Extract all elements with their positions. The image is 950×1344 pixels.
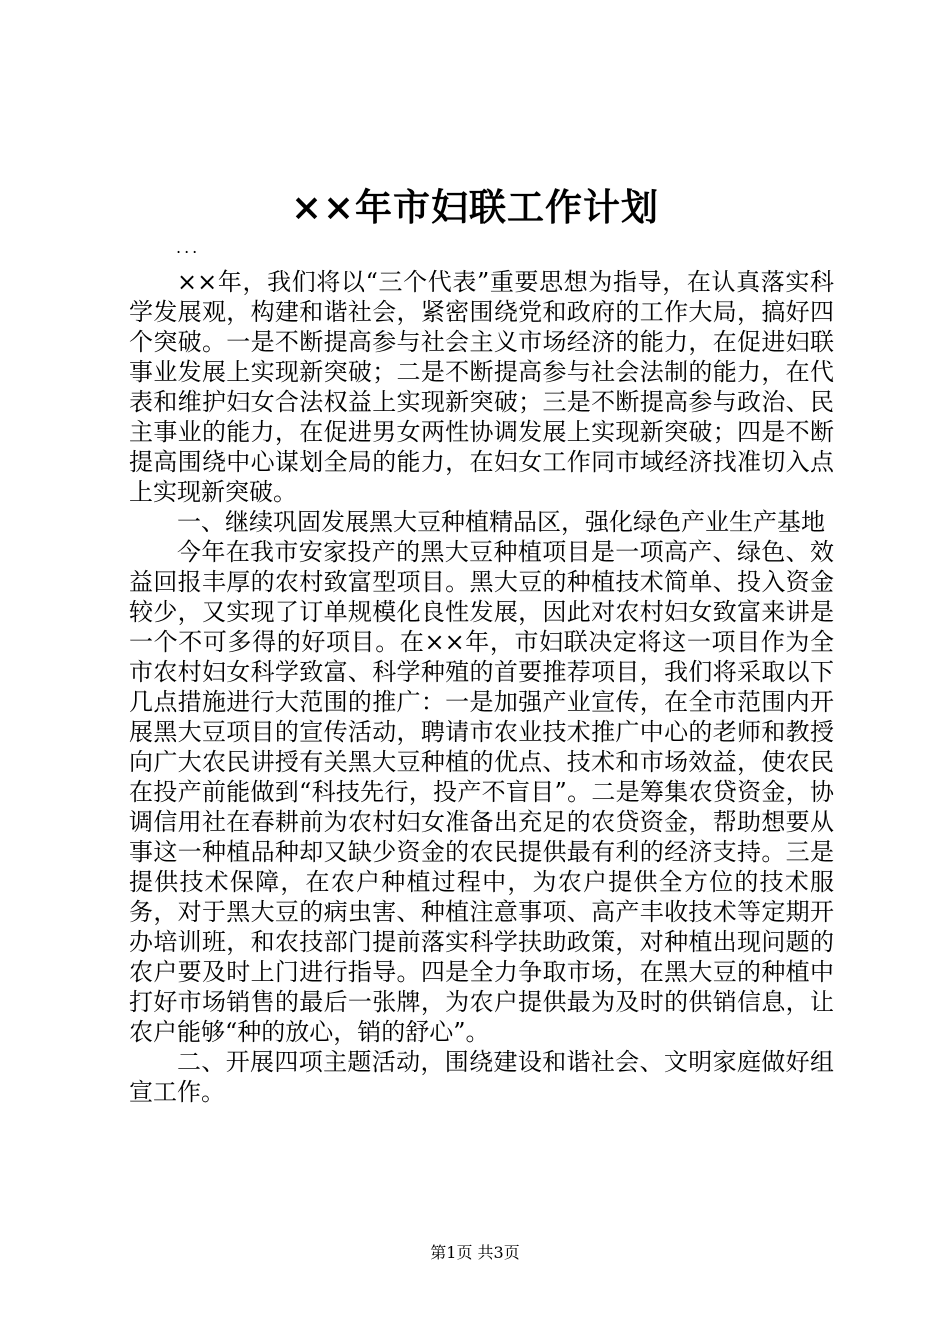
document-body [129, 267, 834, 1107]
section-heading-1: 一、继续巩固发展黑大豆种植精品区，强化绿色产业生产基地 [177, 508, 825, 536]
ellipsis-mark: ... [176, 238, 201, 257]
section-heading-2: 二、开展四项主题活动，围绕建设和谐社会、文明家庭做好组宣工作。 [129, 1048, 834, 1106]
document-title: ××年市妇联工作计划 [290, 185, 659, 229]
paragraph-intro: ××年，我们将以“三个代表”重要思想为指导，在认真落实科学发展观，构建和谐社会，紧密围绕党和政府的工作大局，搞好四个突破。一是不断提高参与社会主义市场经济的能力，在促进妇联事业发展上实现新突破；二是不断提高参与社会法制的能力，在代表和维护妇女合法权益上实现新突破；三是不断提高参与政治、民主事业的能力，在促进男女两性协调发展上实现新突破；四是不断提高围绕中心谋划全局的能力，在妇女工作同市域经济找准切入点上实现新突破。 [129, 268, 834, 506]
paragraph-section-1: 今年在我市安家投产的黑大豆种植项目是一项高产、绿色、效益回报丰厚的农村致富型项目。黑大豆的种植技术简单、投入资金较少，又实现了订单规模化良性发展，因此对农村妇女致富来讲是一个不可多得的好项目。在××年，市妇联决定将这一项目作为全市农村妇女科学致富、科学种殖的首要推荐项目，我们将采取以下几点措施进行大范围的推广：一是加强产业宣传，在全市范围内开展黑大豆项目的宣传活动，聘请市农业技术推广中心的老师和教授向广大农民讲授有关黑大豆种植的优点、技术和市场效益，使农民在投产前能做到“科技先行，投产不盲目”。二是筹集农贷资金，协调信用社在春耕前为农村妇女准备出充足的农贷资金，帮助想要从事这一种植品种却又缺少资金的农民提供最有利的经济支持。三是提供技术保障，在农户种植过程中，为农户提供全方位的技术服务，对于黑大豆的病虫害、种植注意事项、高产丰收技术等定期开办培训班，和农技部门提前落实科学扶助政策，对种植出现问题的农户要及时上门进行指导。四是全力争取市场，在黑大豆的种植中打好市场销售的最后一张牌，为农户提供最为及时的供销信息，让农户能够“种的放心，销的舒心”。 [129, 538, 834, 1046]
page-footer: 第1页 共3页 [430, 1243, 520, 1262]
